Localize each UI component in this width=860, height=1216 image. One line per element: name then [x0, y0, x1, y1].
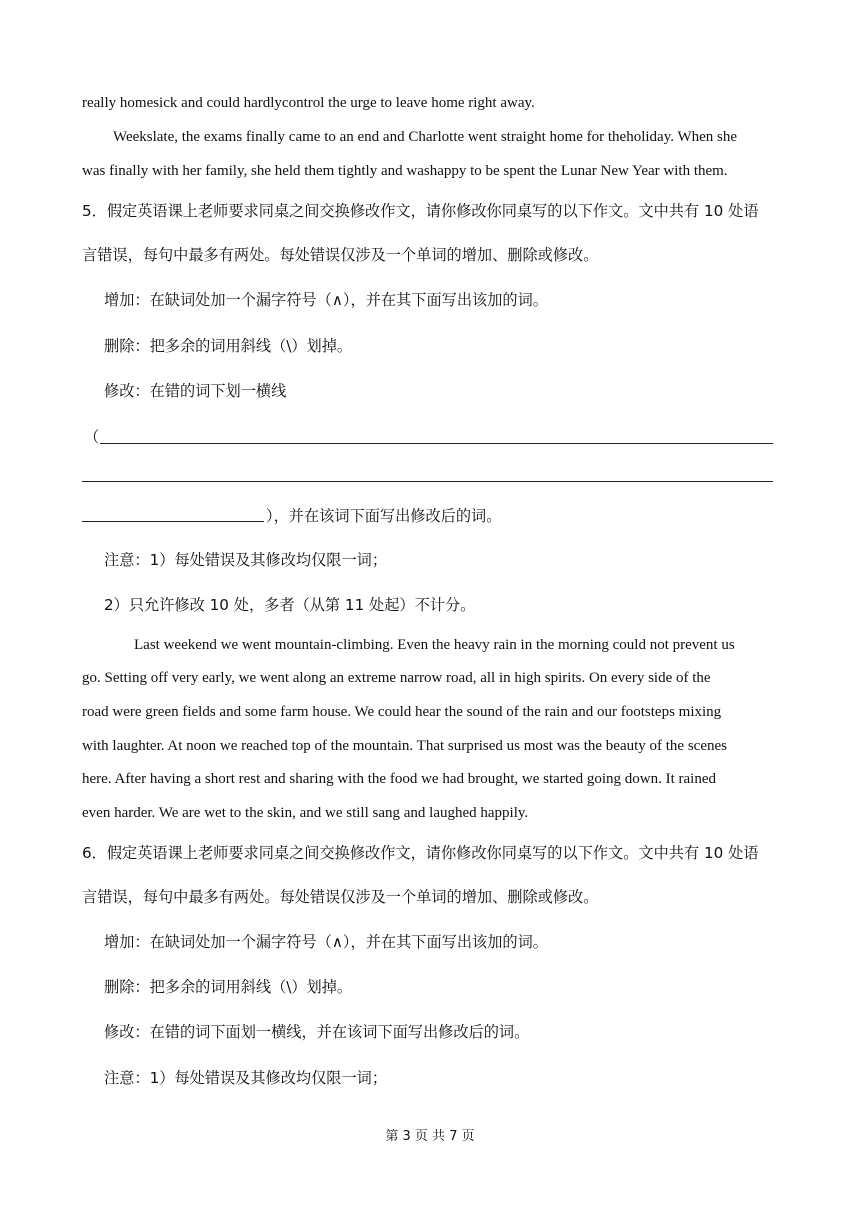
passage-line: Weekslate, the exams finally came to an end and Charlotte went straight home for theholiday. When she	[113, 129, 738, 145]
essay-line: here. After having a short rest and sharing with the food we had brought, we started going down. It rained	[82, 771, 716, 787]
q6-instruction: 言错误，每句中最多有两处。每处错误仅涉及一个单词的增加、删除或修改。	[82, 888, 599, 906]
answer-blank	[82, 521, 264, 522]
answer-blank	[82, 481, 773, 482]
q5-rule-delete: 删除：把多余的词用斜线（\）划掉。	[104, 337, 353, 355]
essay-line: with laughter. At noon we reached top of the mountain. That surprised us most was the beauty of the scenes	[82, 738, 727, 754]
q5-note: 注意：1）每处错误及其修改均仅限一词；	[104, 551, 388, 569]
essay-line: go. Setting off very early, we went along an extreme narrow road, all in high spirits. On every side of the	[82, 670, 711, 686]
q6-instruction: 6．假定英语课上老师要求同桌之间交换修改作文，请你修改你同桌写的以下作文。文中共有 10 处语	[82, 844, 759, 862]
q5-rule-add: 增加：在缺词处加一个漏字符号（∧），并在其下面写出该加的词。	[104, 291, 548, 309]
q5-instruction: 5．假定英语课上老师要求同桌之间交换修改作文，请你修改你同桌写的以下作文。文中共有 10 处语	[82, 202, 759, 220]
essay-line: even harder. We are wet to the skin, and we still sang and laughed happily.	[82, 805, 529, 821]
answer-blank	[100, 443, 773, 444]
q6-note: 注意：1）每处错误及其修改均仅限一词；	[104, 1069, 388, 1087]
q5-rule-modify: 修改：在错的词下划一横线	[104, 382, 287, 400]
q5-modify-tail: ），并在该词下面写出修改后的词。	[266, 507, 502, 525]
q6-rule-delete: 删除：把多余的词用斜线（\）划掉。	[104, 978, 353, 996]
essay-line: Last weekend we went mountain-climbing. Even the heavy rain in the morning could not prevent us	[134, 637, 735, 653]
q6-rule-add: 增加：在缺词处加一个漏字符号（∧），并在其下面写出该加的词。	[104, 933, 548, 951]
q6-rule-modify: 修改：在错的词下面划一横线，并在该词下面写出修改后的词。	[104, 1023, 530, 1041]
page-number: 第 3 页 共 7 页	[385, 1129, 475, 1144]
passage-line: really homesick and could hardlycontrol the urge to leave home right away.	[82, 95, 535, 111]
essay-line: road were green fields and some farm house. We could hear the sound of the rain and our footsteps mixing	[82, 704, 722, 720]
open-paren: （	[84, 428, 100, 446]
q5-note: 2）只允许修改 10 处，多者（从第 11 处起）不计分。	[104, 596, 476, 614]
q5-instruction: 言错误，每句中最多有两处。每处错误仅涉及一个单词的增加、删除或修改。	[82, 246, 599, 264]
passage-line: was finally with her family, she held them tightly and washappy to be spent the Lunar New Year with them.	[82, 163, 728, 179]
